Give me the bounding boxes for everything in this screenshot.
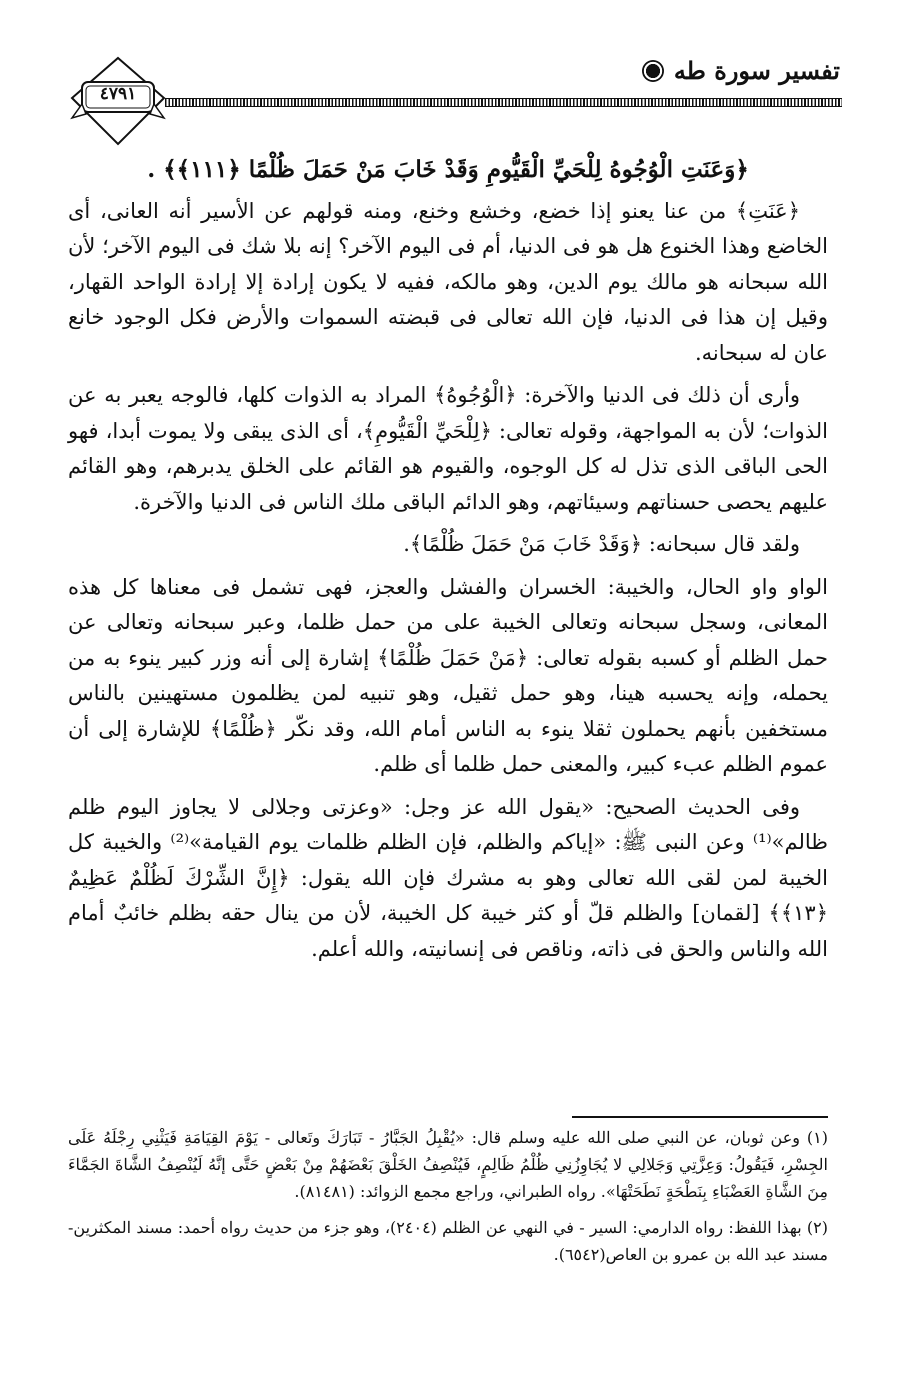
decorative-rule	[165, 98, 842, 107]
paragraph-2: وأرى أن ذلك فى الدنيا والآخرة: ﴿الْوُجُوهُ﴾ المراد به الذوات كلها، فالوجه يعبر به عن الذوات؛ لأن به المواجهة، وقوله تعالى: ﴿لِلْحَيِّ الْقَيُّومِ﴾، أى الذى يبقى ولا يموت أبدا، فهو الحى الباقى الذى تذل له كل الوجوه، والقيوم هو القائم على الخلق يدبرهم، وهو القائم عليهم يحصى حسناتهم وسيئاتهم، وهو الدائم الباقى ملك الناس فى الدنيا والآخرة.	[68, 383, 828, 514]
page-number: ٤٧٩١	[99, 84, 137, 104]
flower-ornament-icon	[642, 60, 664, 82]
footnote-2: (٢) بهذا اللفظ: رواه الدارمي: السير - في النهي عن الظلم (٢٤٠٤)، وهو جزء من حديث رواه أحمد: مسند المكثرين- مسند عبد الله بن عمرو بن العاص(٦٥٤٢).	[68, 1218, 829, 1264]
paragraph-5: وفى الحديث الصحيح: «يقول الله عز وجل: «وعزتى وجلالى لا يجاوز اليوم ظلم ظالم»⁽¹⁾ وعن النبى ﷺ: «إياكم والظلم، فإن الظلم ظلمات يوم القيامة»⁽²⁾ والخيبة كل الخيبة لمن لقى الله تعالى وهو به مشرك فإن الله يقول: ﴿إِنَّ الشِّرْكَ لَظُلْمٌ عَظِيمٌ ﴿١٣﴾﴾ [لقمان] والظلم قلّ أو كثر خيبة كل الخيبة، لأن من ينال حقه بظلم خائبٌ أمام الله والناس والحق فى ذاته، وناقص فى إنسانيته، والله أعلم.	[68, 794, 828, 961]
main-text	[68, 152, 828, 974]
surah-title: تفسير سورة طه	[673, 56, 840, 85]
footnote-separator	[572, 1116, 828, 1118]
page-number-badge	[68, 56, 168, 148]
footnotes	[68, 1124, 828, 1277]
paragraph-4: الواو واو الحال، والخيبة: الخسران والفشل والعجز، فهى تشمل فى معناها كل هذه المعانى، وسجل سبحانه وتعالى الخيبة على من حمل ظلما، وعبر سبحانه وتعالى عن حمل الظلم أو كسبه بقوله تعالى: ﴿مَنْ حَمَلَ ظُلْمًا﴾ إشارة إلى أنه وزر كبير ينوء به من يحمله، وإنه يحسبه هينا، وهو حمل ثقيل، وهو تنبيه لمن يظلمون مستهينين بالناس مستخفين بأنهم يحملون ثقلا ينوء به الناس أمام الله، وقد نكّر ﴿ظُلْمًا﴾ للإشارة إلى أن عموم الظلم عبء كبير، والمعنى حمل ظلما أى ظلم.	[68, 574, 828, 776]
paragraph-3: ولقد قال سبحانه: ﴿وَقَدْ خَابَ مَنْ حَمَلَ ظُلْمًا﴾.	[403, 532, 800, 556]
footnote-1: (١) وعن ثوبان، عن النبي صلى الله عليه وسلم قال: «يُقْبِلُ الجَبَّارُ - تَبَارَكَ وتَعالى - يَوْمَ القِيَامَةِ فَيَثْنِي رِجْلَهُ عَلَى الجِسْرِ، فَيَقُولُ: وَعِزَّتِي وَجَلالِي لا يُجَاوِزُنِي ظُلْمُ ظَالِمٍ، فَيُنْصِفُ الخَلْقَ بَعْضَهُمْ مِنْ بَعْضٍ حَتَّى إنَّهُ لَيُنْصِفُ الشَّاةَ الجَمَّاءَ مِنَ الشَّاةِ العَضْبَاءِ بِنَطْحَةٍ نَطَحَتْهَا». رواه الطبراني، وراجع مجمع الزوائد: (٨١٤٨١).	[68, 1128, 829, 1201]
paragraph-1: ﴿عَنَتِ﴾ من عنا يعنو إذا خضع، وخشع وخنع، ومنه قولهم عن الأسير أنه العانى، أى الخاضع وهذا الخنوع هل هو فى الدنيا، أم فى اليوم الآخر؟ إنه بلا شك فى اليوم الآخر؛ لأن الله سبحانه هو مالك يوم الدين، وهو مالكه، ففيه لا يكون إرادة إلا إرادة الواحد القهار، وقيل إن هذا فى الدنيا، فإن الله تعالى فى قبضته السموات والأرض فكل الوجود خانع عان له سبحانه.	[68, 198, 828, 365]
running-head	[642, 56, 840, 85]
verse-heading: ﴿وَعَنَتِ الْوُجُوهُ لِلْحَيِّ الْقَيُّومِ وَقَدْ خَابَ مَنْ حَمَلَ ظُلْمًا ﴿١١١﴾﴾ .	[147, 156, 749, 183]
